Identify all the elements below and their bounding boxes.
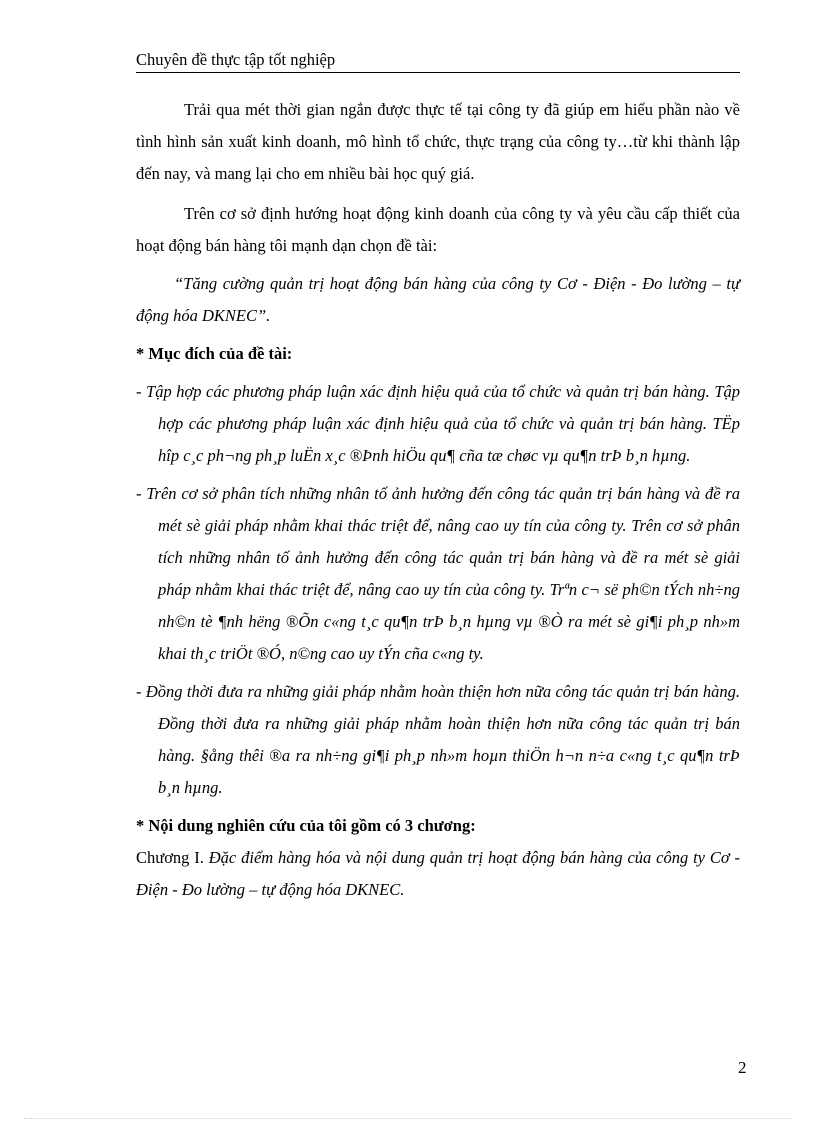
running-header: Chuyên đề thực tập tốt nghiệp (136, 50, 740, 73)
page-body (136, 94, 740, 906)
research-heading: * Nội dung nghiên cứu của tôi gồm có 3 chương: (136, 816, 476, 835)
page-bottom-divider (24, 1118, 792, 1119)
purpose-item-3: - Đồng thời đưa ra những giải pháp nhằm hoàn thiện hơn nữa công tác quản trị bán hàng. Đồng thời đưa ra những giải pháp nhằm hoàn thiện hơn nữa công tác quản trị bán hàng. §ång thêi ®a ra nh÷ng gi¶i ph¸p nh»m hoµn thiÖn h¬n n÷a c«ng t¸c qu¶n trÞ b¸n hµng. (136, 682, 740, 797)
intro-paragraph: Trải qua mét thời gian ngắn được thực tế tại công ty đã giúp em hiểu phần nào về tình hình sản xuất kinh doanh, mô hình tổ chức, thực trạng của công ty…từ khi thành lập đến nay, và mang lại cho em nhiều bài học quý giá. (136, 100, 740, 183)
chapter-one-label: Chương I. (136, 848, 204, 867)
page-number: 2 (738, 1058, 747, 1077)
topic-title-quote: “Tăng cường quản trị hoạt động bán hàng của công ty Cơ - Điện - Đo lường – tự động hóa DKNEC”. (136, 274, 740, 325)
chapter-one-text: Đặc điểm hàng hóa và nội dung quản trị hoạt động bán hàng của công ty Cơ - Điện - Đo lường – tự động hóa DKNEC. (136, 848, 741, 899)
purpose-heading: * Mục đích của đề tài: (136, 344, 293, 363)
topic-paragraph: Trên cơ sở định hướng hoạt động kinh doanh của công ty và yêu cầu cấp thiết của hoạt động bán hàng tôi mạnh dạn chọn đề tài: (136, 204, 740, 255)
chapter-one (136, 842, 740, 906)
purpose-item-1: - Tập hợp các phương pháp luận xác định hiệu quả của tổ chức và quản trị bán hàng. Tập hợp các phương pháp luận xác định hiệu quả của tổ chức và quản trị bán hàng. TËp hîp c¸c ph¬ng ph¸p luËn x¸c ®Þnh hiÖu qu¶ cña tæ chøc vµ qu¶n trÞ b¸n hµng. (136, 382, 740, 465)
purpose-item-2: - Trên cơ sở phân tích những nhân tố ảnh hưởng đến công tác quản trị bán hàng và đề ra mét sè giải pháp nhằm khai thác triệt để, nâng cao uy tín của công ty. Trên cơ sở phân tích những nhân tố ảnh hưởng đến công tác quản trị bán hàng và đề ra mét sè giải pháp nhằm khai thác triệt để, nâng cao uy tín của công ty. Trªn c¬ së ph©n tÝch nh÷ng nh©n tè ¶nh hëng ®Õn c«ng t¸c qu¶n trÞ b¸n hµng vµ ®Ò ra mét sè gi¶i ph¸p nh»m khai th¸c triÖt ®Ó, n©ng cao uy tÝn cña c«ng ty. (136, 484, 740, 663)
